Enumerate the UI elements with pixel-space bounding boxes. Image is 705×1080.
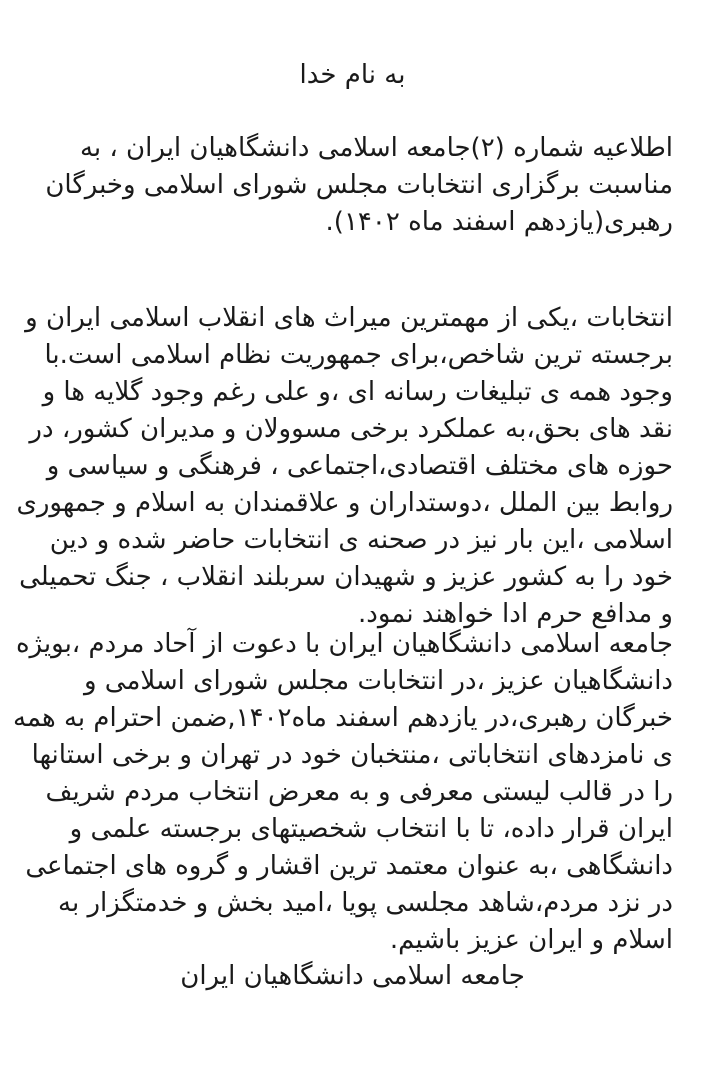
document-heading: به نام خدا (299, 60, 406, 90)
body-line: حوزه های مختلف اقتصادی،اجتماعی ، فرهنگی و سیاسی و (46, 451, 673, 481)
body-line: را در قالب لیستی معرفی و به معرض انتخاب مردم شریف (45, 777, 673, 807)
body-line: جامعه اسلامی دانشگاهیان ایران با دعوت از آحاد مردم ،بویژه (15, 629, 673, 659)
body-line: خود را به کشور عزیز و شهیدان سربلند انقلاب ، جنگ تحمیلی (19, 562, 673, 592)
body-line: ی نامزدهای انتخاباتی ،منتخبان خود در تهران و برخی استانها (31, 740, 673, 770)
body-line: نقد های بحق،به عملکرد برخی مسوولان و مدیران کشور، در (29, 414, 673, 444)
body-line: برجسته ترین شاخص،برای جمهوریت نظام اسلامی است.با (44, 340, 673, 370)
body-line: روابط بین الملل ،دوستداران و علاقمندان به اسلام و جمهوری (16, 488, 673, 518)
title-line: رهبری(یازدهم اسفند ماه ۱۴۰۲). (325, 207, 673, 237)
body-line: انتخابات ،یکی از مهمترین میراث های انقلاب اسلامی ایران و (25, 303, 673, 333)
body-line: دانشگاهیان عزیز ،در انتخابات مجلس شورای اسلامی و (83, 666, 673, 696)
title-line: مناسبت برگزاری انتخابات مجلس شورای اسلامی وخبرگان (45, 170, 673, 200)
body-line: اسلام و ایران عزیز باشیم. (389, 925, 673, 955)
body-line: دانشگاهی ،به عنوان معتمد ترین اقشار و گروه های اجتماعی (25, 851, 673, 881)
body-line: و مدافع حرم ادا خواهند نمود. (358, 599, 673, 629)
body-line: در نزد مردم،شاهد مجلسی پویا ،امید بخش و خدمتگزار به (58, 888, 673, 918)
body-line: اسلامی ،این بار نیز در صحنه ی انتخابات حاضر شده و دین (49, 525, 673, 555)
title-line: اطلاعیه شماره (۲)جامعه اسلامی دانشگاهیان ایران ، به (79, 133, 673, 163)
body-line: ایران قرار داده، تا با انتخاب شخصیتهای برجسته علمی و (69, 814, 673, 844)
signature: جامعه اسلامی دانشگاهیان ایران (180, 961, 525, 991)
body-line: خبرگان رهبری،در یازدهم اسفند ماه۱۴۰۲,ضمن احترام به همه (13, 703, 673, 733)
body-line: وجود همه ی تبلیغات رسانه ای ،و علی رغم وجود گلایه ها و (42, 377, 673, 407)
